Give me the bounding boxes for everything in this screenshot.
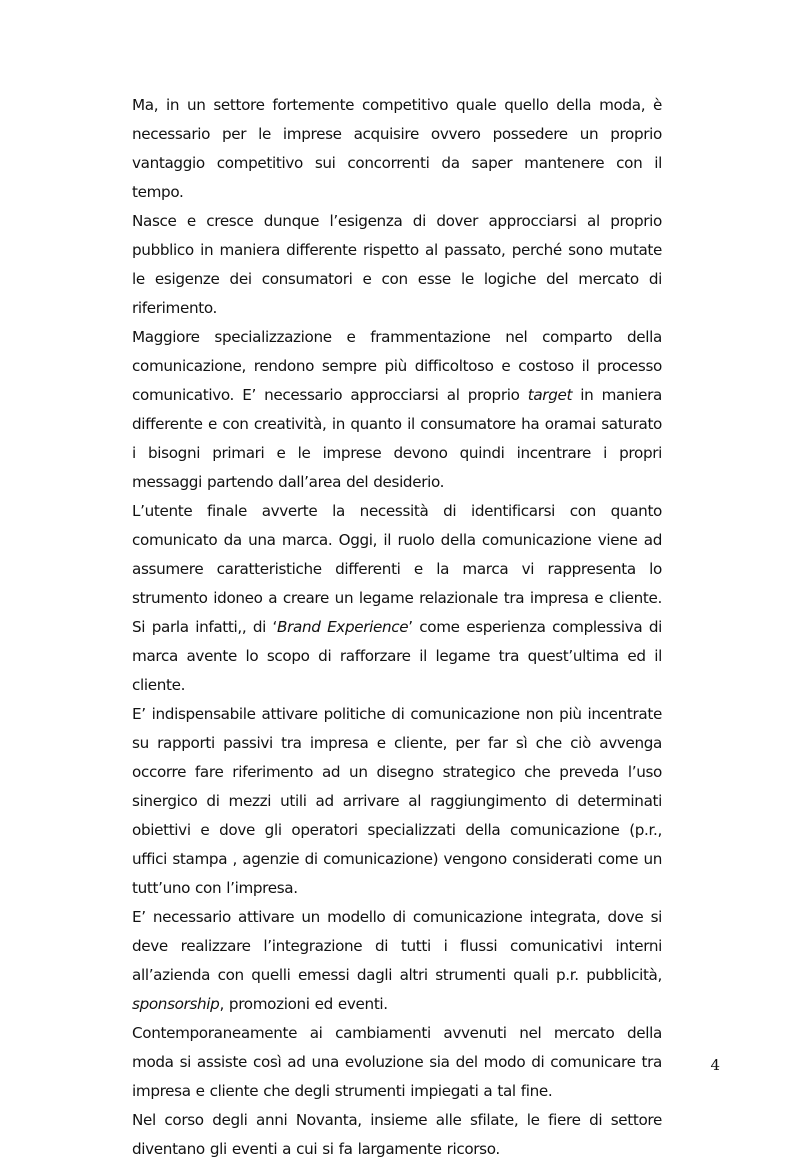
text-span: Maggiore specializzazione e frammentazione nel comparto della comunicazione, rendono sempre più difficoltoso e costoso il processo comunicativo. E’ necessario approcciarsi al proprio [132, 328, 662, 404]
italic-term-target: target [527, 386, 573, 404]
paragraph-7 [132, 1019, 662, 1106]
text-span: E’ indispensabile attivare politiche di comunicazione non più incentrate su rapporti passivi tra impresa e cliente, per far sì che ciò avvenga occorre fare riferimento ad un disegno strategico che preveda l’uso sinergico di mezzi utili ad arrivare al raggiungimento di determinati obiettivi e dove gli operatori specializzati della comunicazione (p.r., uffici stampa , agenzie di comunicazione) vengono considerati come un tutt’uno con l’impresa. [132, 705, 662, 897]
text-span: Ma, in un settore fortemente competitivo quale quello della moda, è necessario per le imprese acquisire ovvero possedere un proprio vantaggio competitivo sui concorrenti da saper mantenere con il tempo. [132, 96, 662, 201]
paragraph-5 [132, 700, 662, 903]
body-text [132, 91, 662, 1164]
text-span: Nasce e cresce dunque l’esigenza di dover approcciarsi al proprio pubblico in maniera differente rispetto al passato, perché sono mutate le esigenze dei consumatori e con esse le logiche del mercato di riferimento. [132, 212, 662, 317]
paragraph-2 [132, 207, 662, 323]
paragraph-4 [132, 497, 662, 700]
text-span: E’ necessario attivare un modello di comunicazione integrata, dove si deve realizzare l’integrazione di tutti i flussi comunicativi interni all’azienda con quelli emessi dagli altri strumenti quali p.r. pubblicità, [132, 908, 662, 984]
text-span: L’utente finale avverte la necessità di identificarsi con quanto comunicato da una marca. Oggi, il ruolo della comunicazione viene ad assumere caratteristiche differenti e la marca vi rappresenta lo strumento idoneo a creare un legame relazionale tra impresa e cliente. Si parla infatti,, di ‘ [132, 502, 662, 636]
text-span: , promozioni ed eventi. [219, 995, 388, 1013]
paragraph-8 [132, 1106, 662, 1164]
text-span: ’ come esperienza complessiva di marca avente lo scopo di rafforzare il legame tra quest’ultima ed il cliente. [132, 618, 662, 694]
text-span: Nel corso degli anni Novanta, insieme alle sfilate, le fiere di settore diventano gli eventi a cui si fa largamente ricorso. [132, 1111, 662, 1158]
text-span: Contemporaneamente ai cambiamenti avvenuti nel mercato della moda si assiste così ad una evoluzione sia del modo di comunicare tra impresa e cliente che degli strumenti impiegati a tal fine. [132, 1024, 662, 1100]
paragraph-3 [132, 323, 662, 497]
italic-term-sponsorship: sponsorship [132, 995, 220, 1013]
italic-term-brand-experience: Brand Experience [277, 618, 409, 636]
text-span: in maniera differente e con creatività, in quanto il consumatore ha oramai saturato i bisogni primari e le imprese devono quindi incentrare i propri messaggi partendo dall’area del desiderio. [132, 386, 662, 491]
paragraph-6 [132, 903, 662, 1019]
paragraph-1 [132, 91, 662, 207]
page-number: 4 [710, 1056, 720, 1074]
